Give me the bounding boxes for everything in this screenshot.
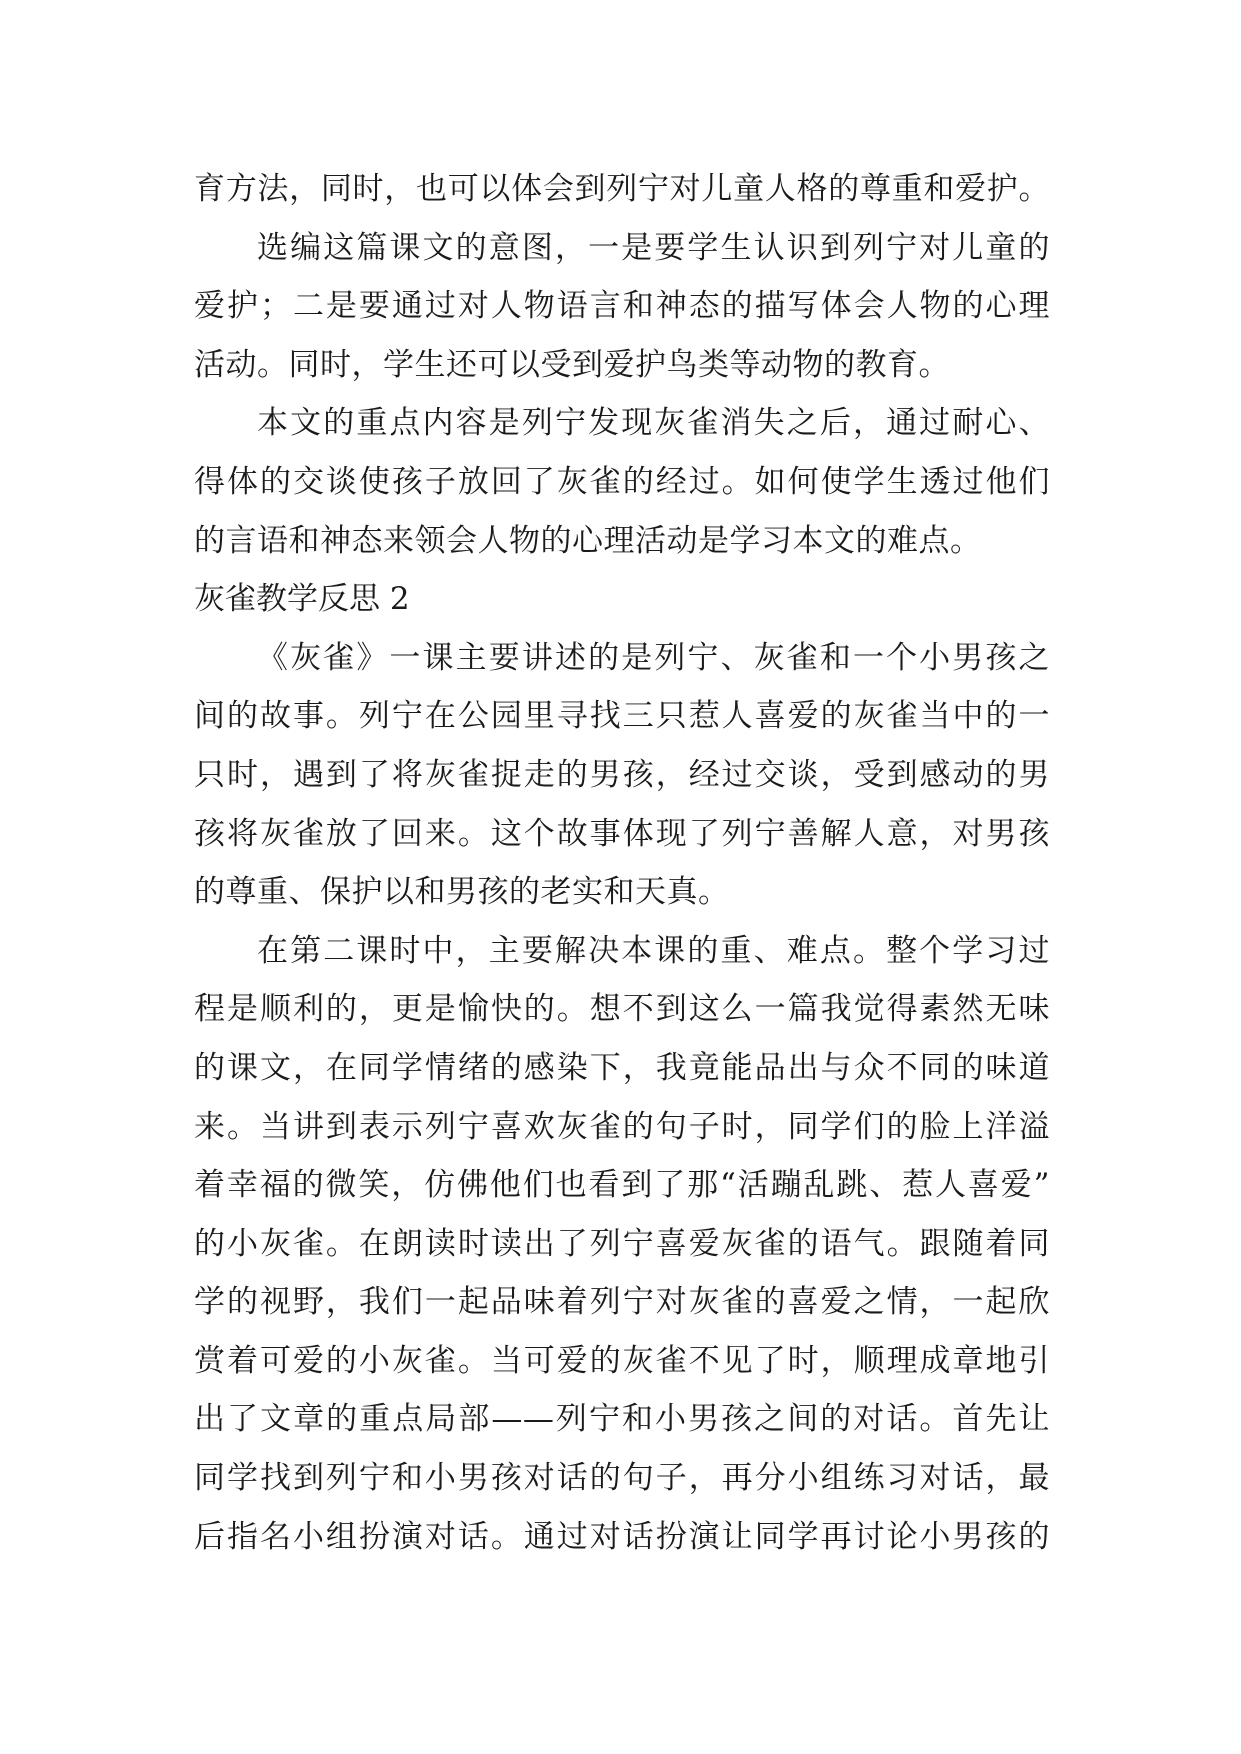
paragraph bbox=[194, 219, 1050, 395]
text-line: 的课文，在同学情绪的感染下，我竟能品出与众不同的味道 bbox=[194, 1049, 1050, 1086]
text-line: 孩将灰雀放了回来。这个故事体现了列宁善解人意，对男孩 bbox=[194, 815, 1050, 852]
text-line: 学的视野，我们一起品味着列宁对灰雀的喜爱之情，一起欣 bbox=[194, 1284, 1050, 1321]
paragraph bbox=[194, 922, 1050, 1567]
text-line: 育方法，同时，也可以体会到列宁对儿童人格的尊重和爱护。 bbox=[194, 171, 1050, 207]
paragraph bbox=[194, 629, 1050, 922]
text-line: 赏着可爱的小灰雀。当可爱的灰雀不见了时，顺理成章地引 bbox=[194, 1342, 1050, 1379]
text-line: 的小灰雀。在朗读时读出了列宁喜爱灰雀的语气。跟随着同 bbox=[194, 1225, 1050, 1262]
text-line: 的尊重、保护以和男孩的老实和天真。 bbox=[194, 874, 730, 911]
text-line: 活动。同时，学生还可以受到爱护鸟类等动物的教育。 bbox=[194, 346, 950, 383]
text-line: 程是顺利的，更是愉快的。想不到这么一篇我觉得素然无味 bbox=[194, 991, 1050, 1028]
text-line: 出了文章的重点局部——列宁和小男孩之间的对话。首先让 bbox=[194, 1401, 1050, 1438]
text-line: 在第二课时中，主要解决本课的重、难点。整个学习过 bbox=[257, 932, 1050, 969]
document-page bbox=[194, 160, 1050, 1566]
text-line: 《灰雀》一课主要讲述的是列宁、灰雀和一个小男孩之 bbox=[257, 639, 1050, 676]
text-line: 只时，遇到了将灰雀捉走的男孩，经过交谈，受到感动的男 bbox=[194, 756, 1050, 793]
paragraph bbox=[194, 394, 1050, 570]
heading-text: 灰雀教学反思 2 bbox=[194, 581, 410, 618]
text-line: 爱护；二是要通过对人物语言和神态的描写体会人物的心理 bbox=[194, 288, 1050, 325]
text-line: 后指名小组扮演对话。通过对话扮演让同学再讨论小男孩的 bbox=[194, 1518, 1050, 1555]
text-line: 选编这篇课文的意图，一是要学生认识到列宁对儿童的 bbox=[257, 229, 1050, 266]
section-heading bbox=[194, 570, 1050, 629]
text-line: 同学找到列宁和小男孩对话的句子，再分小组练习对话，最 bbox=[194, 1460, 1050, 1497]
text-line: 得体的交谈使孩子放回了灰雀的经过。如何使学生透过他们 bbox=[194, 463, 1050, 500]
text-line: 着幸福的微笑，仿佛他们也看到了那“活蹦乱跳、惹人喜爱” bbox=[194, 1167, 1050, 1204]
paragraph bbox=[194, 160, 1050, 219]
text-line: 间的故事。列宁在公园里寻找三只惹人喜爱的灰雀当中的一 bbox=[194, 698, 1050, 735]
text-line: 本文的重点内容是列宁发现灰雀消失之后，通过耐心、 bbox=[257, 405, 1050, 442]
text-line: 来。当讲到表示列宁喜欢灰雀的句子时，同学们的脸上洋溢 bbox=[194, 1108, 1050, 1145]
text-line: 的言语和神态来领会人物的心理活动是学习本文的难点。 bbox=[194, 522, 982, 559]
